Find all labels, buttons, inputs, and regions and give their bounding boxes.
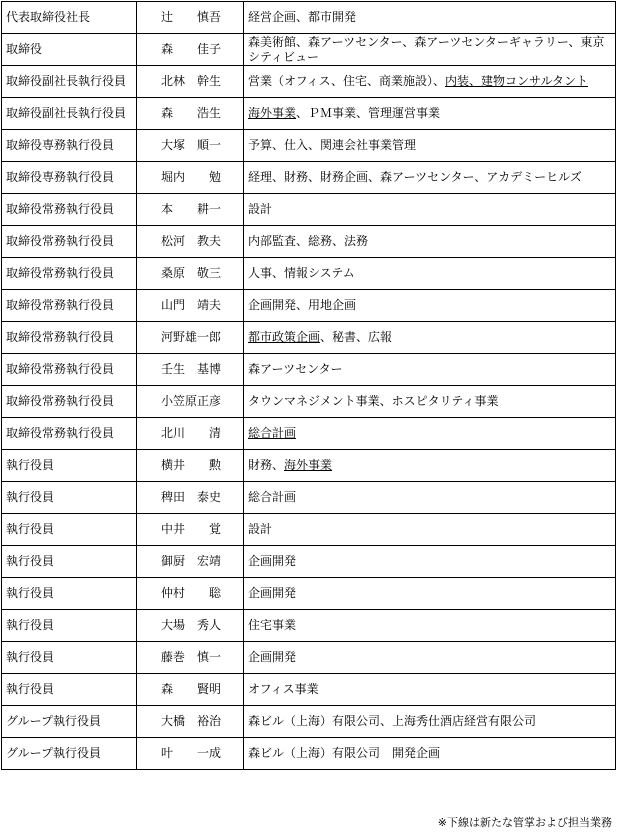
executive-table (1, 1, 616, 770)
executive-table-body (2, 2, 616, 770)
responsibility-text: 予算、仕入、関連会社事業管理 (248, 138, 417, 152)
person-name-cell (137, 66, 244, 98)
person-name-cell (137, 674, 244, 706)
new-responsibility: 総合計画 (248, 426, 297, 440)
position-title: 取締役 (2, 34, 137, 66)
person-name-cell (137, 98, 244, 130)
person-name-cell (137, 386, 244, 418)
responsibilities (244, 738, 616, 770)
table-row (2, 546, 616, 578)
person-name-cell (137, 354, 244, 386)
responsibility-text: 設計 (248, 522, 273, 536)
table-row (2, 418, 616, 450)
person-name-cell (137, 34, 244, 66)
person-name: 北林 幹生 (161, 74, 222, 88)
responsibility-text: 内部監査、総務、法務 (248, 234, 369, 248)
footnote: ※下線は新たな管掌および担当業務 (437, 816, 612, 829)
person-name-cell (137, 130, 244, 162)
responsibility-text: 経営企画、都市開発 (248, 10, 357, 24)
position-title: 取締役常務執行役員 (2, 258, 137, 290)
person-name: 横井 勲 (161, 458, 222, 472)
responsibility-text: 住宅事業 (248, 618, 297, 632)
table-row (2, 34, 616, 66)
position-title: 取締役常務執行役員 (2, 194, 137, 226)
responsibility-text: 森美術館、森アーツセンター、森アーツセンターギャラリー、東京シティビュー (248, 34, 605, 64)
responsibility-text: 経理、財務、財務企画、森アーツセンター、アカデミーヒルズ (248, 170, 582, 184)
responsibilities (244, 290, 616, 322)
responsibility-text: 企画開発、用地企画 (248, 298, 357, 312)
responsibilities (244, 642, 616, 674)
person-name: 大場 秀人 (161, 618, 222, 632)
table-row (2, 578, 616, 610)
responsibility-text: タウンマネジメント事業、ホスピタリティ事業 (248, 394, 499, 408)
person-name: 大橋 裕治 (161, 714, 222, 728)
responsibilities (244, 226, 616, 258)
responsibilities (244, 514, 616, 546)
position-title: 執行役員 (2, 482, 137, 514)
responsibility-text: オフィス事業 (248, 682, 319, 696)
person-name: 北川 清 (161, 426, 222, 440)
table-row (2, 738, 616, 770)
table-row (2, 642, 616, 674)
responsibility-text: 営業（オフィス、住宅、商業施設）、 (248, 74, 446, 88)
person-name-cell (137, 546, 244, 578)
person-name: 叶 一成 (161, 746, 222, 760)
position-title: 執行役員 (2, 642, 137, 674)
table-row (2, 226, 616, 258)
person-name: 山門 靖夫 (161, 298, 222, 312)
position-title: 取締役常務執行役員 (2, 322, 137, 354)
responsibilities (244, 258, 616, 290)
person-name-cell (137, 322, 244, 354)
responsibilities (244, 706, 616, 738)
responsibilities (244, 66, 616, 98)
person-name-cell (137, 578, 244, 610)
person-name-cell (137, 226, 244, 258)
position-title: 取締役副社長執行役員 (2, 66, 137, 98)
table-row (2, 514, 616, 546)
responsibilities (244, 354, 616, 386)
person-name: 河野雄一郎 (161, 330, 222, 344)
table-row (2, 706, 616, 738)
person-name: 大塚 順一 (161, 138, 222, 152)
position-title: 代表取締役社長 (2, 2, 137, 34)
responsibilities (244, 578, 616, 610)
table-row (2, 130, 616, 162)
responsibility-text: 森ビル（上海）有限公司、上海秀仕酒店経営有限公司 (248, 714, 537, 728)
responsibility-text: 、ＰＭ事業、管理運営事業 (296, 106, 441, 120)
responsibility-text: 企画開発 (248, 586, 297, 600)
person-name: 森 賢明 (161, 682, 222, 696)
person-name: 仲村 聡 (161, 586, 222, 600)
person-name: 稗田 泰史 (161, 490, 222, 504)
person-name: 堀内 勉 (161, 170, 222, 184)
person-name-cell (137, 418, 244, 450)
table-row (2, 2, 616, 34)
position-title: 取締役副社長執行役員 (2, 98, 137, 130)
position-title: 執行役員 (2, 450, 137, 482)
table-row (2, 674, 616, 706)
person-name: 森 佳子 (161, 42, 222, 56)
position-title: 取締役常務執行役員 (2, 418, 137, 450)
person-name: 中井 覚 (161, 522, 222, 536)
position-title: 取締役専務執行役員 (2, 130, 137, 162)
person-name-cell (137, 610, 244, 642)
table-row (2, 290, 616, 322)
responsibilities (244, 34, 616, 66)
person-name: 小笠原正彦 (161, 394, 222, 408)
person-name-cell (137, 258, 244, 290)
responsibility-text: 森アーツセンター (248, 362, 343, 376)
responsibilities (244, 450, 616, 482)
table-row (2, 162, 616, 194)
person-name: 藤巻 慎一 (161, 650, 222, 664)
responsibilities (244, 194, 616, 226)
new-responsibility: 海外事業 (248, 106, 297, 120)
person-name: 本 耕一 (161, 202, 222, 216)
position-title: 執行役員 (2, 610, 137, 642)
position-title: 取締役専務執行役員 (2, 162, 137, 194)
person-name-cell (137, 194, 244, 226)
table-row (2, 98, 616, 130)
table-row (2, 610, 616, 642)
person-name-cell (137, 642, 244, 674)
table-row (2, 258, 616, 290)
responsibility-text: 総合計画 (248, 490, 297, 504)
responsibilities (244, 130, 616, 162)
position-title: 取締役常務執行役員 (2, 290, 137, 322)
person-name-cell (137, 514, 244, 546)
person-name-cell (137, 450, 244, 482)
person-name: 辻 慎吾 (161, 10, 222, 24)
table-row (2, 386, 616, 418)
position-title: グループ執行役員 (2, 738, 137, 770)
responsibilities (244, 418, 616, 450)
responsibilities (244, 162, 616, 194)
responsibility-text: 人事、情報システム (248, 266, 355, 280)
responsibilities (244, 546, 616, 578)
responsibility-text: 、秘書、広報 (320, 330, 393, 344)
responsibilities (244, 610, 616, 642)
person-name-cell (137, 738, 244, 770)
table-row (2, 194, 616, 226)
person-name: 松河 教夫 (161, 234, 222, 248)
person-name-cell (137, 706, 244, 738)
position-title: グループ執行役員 (2, 706, 137, 738)
person-name: 御厨 宏靖 (161, 554, 222, 568)
table-row (2, 354, 616, 386)
position-title: 執行役員 (2, 514, 137, 546)
table-row (2, 450, 616, 482)
position-title: 取締役常務執行役員 (2, 354, 137, 386)
person-name-cell (137, 482, 244, 514)
responsibility-text: 企画開発 (248, 650, 297, 664)
responsibility-text: 企画開発 (248, 554, 297, 568)
responsibility-text: 森ビル（上海）有限公司 開発企画 (248, 746, 441, 760)
position-title: 取締役常務執行役員 (2, 386, 137, 418)
position-title: 執行役員 (2, 578, 137, 610)
responsibilities (244, 98, 616, 130)
table-row (2, 322, 616, 354)
table-row (2, 66, 616, 98)
responsibilities (244, 386, 616, 418)
position-title: 執行役員 (2, 546, 137, 578)
person-name-cell (137, 290, 244, 322)
table-row (2, 482, 616, 514)
person-name-cell (137, 162, 244, 194)
position-title: 取締役常務執行役員 (2, 226, 137, 258)
person-name-cell (137, 2, 244, 34)
person-name: 森 浩生 (161, 106, 222, 120)
new-responsibility: 都市政策企画 (248, 330, 321, 344)
new-responsibility: 海外事業 (284, 458, 333, 472)
person-name: 壬生 基博 (161, 362, 222, 376)
responsibilities (244, 482, 616, 514)
responsibilities (244, 674, 616, 706)
responsibility-text: 財務、 (248, 458, 285, 472)
responsibilities (244, 322, 616, 354)
responsibilities (244, 2, 616, 34)
person-name: 桑原 敬三 (161, 266, 222, 280)
position-title: 執行役員 (2, 674, 137, 706)
responsibility-text: 設計 (248, 202, 273, 216)
new-responsibility: 内装、建物コンサルタント (445, 74, 588, 88)
